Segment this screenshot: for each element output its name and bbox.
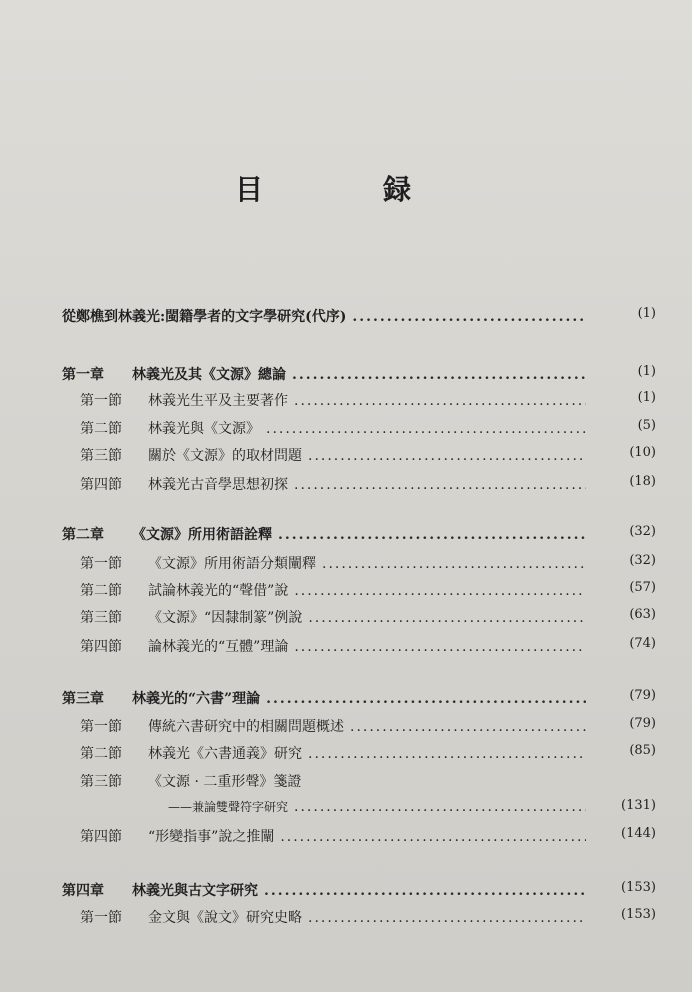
leader-dots [308, 448, 586, 464]
chapter-number: 第四章 [62, 883, 104, 899]
leader-dots [294, 583, 586, 599]
leader-dots [308, 746, 586, 762]
toc-section[interactable] [80, 636, 656, 660]
chapter-title: 林義光與古文字研究 [132, 883, 258, 899]
section-title: 關於《文源》的取材問題 [148, 448, 302, 464]
leader-dots [322, 556, 586, 572]
page-number: (74) [629, 636, 656, 651]
section-number: 第一節 [80, 393, 122, 409]
page-number: (32) [629, 524, 656, 539]
page-number: (79) [629, 716, 656, 731]
chapter-title: 《文源》所用術語詮釋 [132, 527, 272, 543]
toc-section[interactable] [80, 418, 656, 442]
toc-section[interactable] [80, 607, 656, 631]
show-through-text [380, 36, 500, 52]
page-number: (5) [637, 418, 656, 433]
toc-section[interactable] [80, 445, 656, 469]
section-title: 試論林義光的“聲借”說 [148, 583, 289, 599]
section-title: “形變指事”說之推闡 [148, 829, 275, 845]
section-number: 第三節 [80, 774, 122, 790]
page-number: (79) [629, 688, 656, 703]
page-number: (1) [637, 364, 656, 379]
leader-dots [294, 799, 586, 815]
leader-dots [292, 367, 586, 383]
section-number: 第二節 [80, 421, 122, 437]
section-number: 第三節 [80, 610, 122, 626]
leader-dots [308, 910, 586, 926]
page-number: (10) [629, 445, 656, 460]
page-title: 目 録 [234, 173, 457, 206]
toc-chapter-1[interactable] [62, 364, 656, 388]
section-title: 林義光與《文源》 [148, 421, 260, 437]
section-title: 林義光古音學思想初探 [148, 477, 288, 493]
leader-dots [294, 639, 586, 655]
chapter-number: 第二章 [62, 527, 104, 543]
section-number: 第二節 [80, 583, 122, 599]
section-title: 論林義光的“互體”理論 [148, 639, 289, 655]
chapter-title: 林義光的“六書”理論 [132, 691, 261, 707]
toc-section[interactable] [80, 907, 656, 931]
section-title: 金文與《說文》研究史略 [148, 910, 302, 926]
section-title: 傳統六書研究中的相關問題概述 [148, 719, 344, 735]
section-number: 第四節 [80, 829, 122, 845]
chapter-title: 林義光及其《文源》總論 [132, 367, 286, 383]
toc-chapter-4[interactable] [62, 880, 656, 904]
section-number: 第一節 [80, 719, 122, 735]
toc-section[interactable] [80, 743, 656, 767]
section-number: 第三節 [80, 448, 122, 464]
chapter-number: 第三章 [62, 691, 104, 707]
toc-section[interactable] [80, 826, 656, 850]
page-number: (18) [629, 474, 656, 489]
toc-section[interactable] [80, 553, 656, 577]
leader-dots [266, 691, 586, 707]
toc-chapter-2[interactable] [62, 524, 656, 548]
page-number: (1) [637, 306, 656, 321]
leader-dots [294, 393, 586, 409]
page-number: (57) [629, 580, 656, 595]
section-number: 第二節 [80, 746, 122, 762]
entry-title: 從鄭樵到林義光:閩籍學者的文字學研究(代序) [62, 309, 347, 325]
leader-dots [350, 719, 586, 735]
toc-subtitle[interactable] [168, 798, 656, 822]
page-number: (32) [629, 553, 656, 568]
toc-section[interactable] [80, 474, 656, 498]
leader-dots [266, 421, 586, 437]
leader-dots [308, 610, 586, 626]
section-number: 第四節 [80, 477, 122, 493]
section-title: 《文源》所用術語分類闡釋 [148, 556, 316, 572]
toc-section[interactable] [80, 771, 592, 795]
section-number: 第一節 [80, 556, 122, 572]
page-number: (144) [621, 826, 656, 841]
toc-section[interactable] [80, 716, 656, 740]
leader-dots [294, 477, 586, 493]
page-number: (153) [621, 907, 656, 922]
leader-dots [280, 829, 586, 845]
leader-dots [352, 309, 586, 325]
section-number: 第一節 [80, 910, 122, 926]
leader-dots [264, 883, 586, 899]
page-number: (63) [629, 607, 656, 622]
toc-section[interactable] [80, 390, 656, 414]
toc-section[interactable] [80, 580, 656, 604]
section-title: 林義光生平及主要著作 [148, 393, 288, 409]
section-number: 第四節 [80, 639, 122, 655]
toc-entry-preface[interactable] [62, 306, 656, 330]
section-title: 《文源 · 二重形聲》箋證 [148, 774, 302, 790]
page-number: (153) [621, 880, 656, 895]
section-title: 林義光《六書通義》研究 [148, 746, 302, 762]
leader-dots [278, 527, 586, 543]
page-number: (85) [629, 743, 656, 758]
page-number: (1) [637, 390, 656, 405]
chapter-number: 第一章 [62, 367, 104, 383]
section-subtitle: ——兼論雙聲符字研究 [168, 800, 289, 814]
section-title: 《文源》“因隸制篆”例說 [148, 610, 303, 626]
toc-chapter-3[interactable] [62, 688, 656, 712]
page-number: (131) [621, 798, 656, 813]
